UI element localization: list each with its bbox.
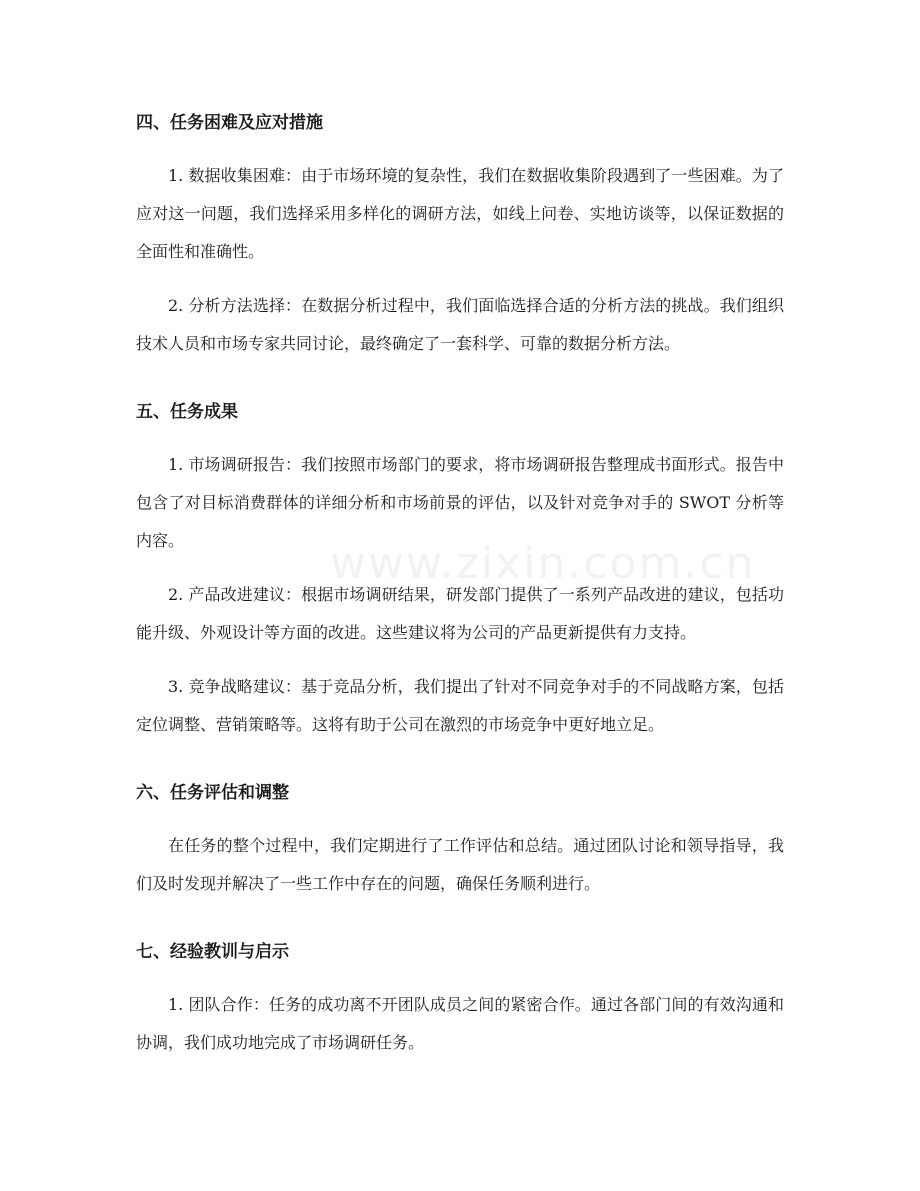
paragraph: 1. 团队合作：任务的成功离不开团队成员之间的紧密合作。通过各部门间的有效沟通和协调，我们成功地完成了市场调研任务。 [136, 995, 784, 1052]
document-body [136, 104, 784, 1078]
paragraph: 3. 竞争战略建议：基于竞品分析，我们提出了针对不同竞争对手的不同战略方案，包括定位调整、营销策略等。这将有助于公司在激烈的市场竞争中更好地立足。 [136, 677, 784, 734]
paragraph: 2. 分析方法选择：在数据分析过程中，我们面临选择合适的分析方法的挑战。我们组织技术人员和市场专家共同讨论，最终确定了一套科学、可靠的数据分析方法。 [136, 296, 784, 353]
section-heading: 六、任务评估和调整 [136, 783, 289, 803]
section-heading: 七、经验教训与启示 [136, 942, 289, 962]
paragraph: 2. 产品改进建议：根据市场调研结果，研发部门提供了一系列产品改进的建议，包括功能升级、外观设计等方面的改进。这些建议将为公司的产品更新提供有力支持。 [136, 585, 784, 642]
section-difficulties [136, 104, 784, 363]
paragraph: 1. 数据收集困难：由于市场环境的复杂性，我们在数据收集阶段遇到了一些困难。为了应对这一问题，我们选择采用多样化的调研方法，如线上问卷、实地访谈等，以保证数据的全面性和准确性。 [136, 166, 784, 261]
section-heading: 四、任务困难及应对措施 [136, 113, 323, 133]
paragraph: 在任务的整个过程中，我们定期进行了工作评估和总结。通过团队讨论和领导指导，我们及时发现并解决了一些工作中存在的问题，确保任务顺利进行。 [136, 836, 784, 893]
section-heading: 五、任务成果 [136, 402, 238, 422]
watermark: www.zixin.com.cn [330, 538, 756, 589]
section-results [136, 393, 784, 744]
section-lessons [136, 933, 784, 1062]
section-evaluation [136, 774, 784, 903]
paragraph: 1. 市场调研报告：我们按照市场部门的要求，将市场调研报告整理成书面形式。报告中包含了对目标消费群体的详细分析和市场前景的评估，以及针对竞争对手的 SWOT 分析等内容。 [136, 455, 784, 550]
